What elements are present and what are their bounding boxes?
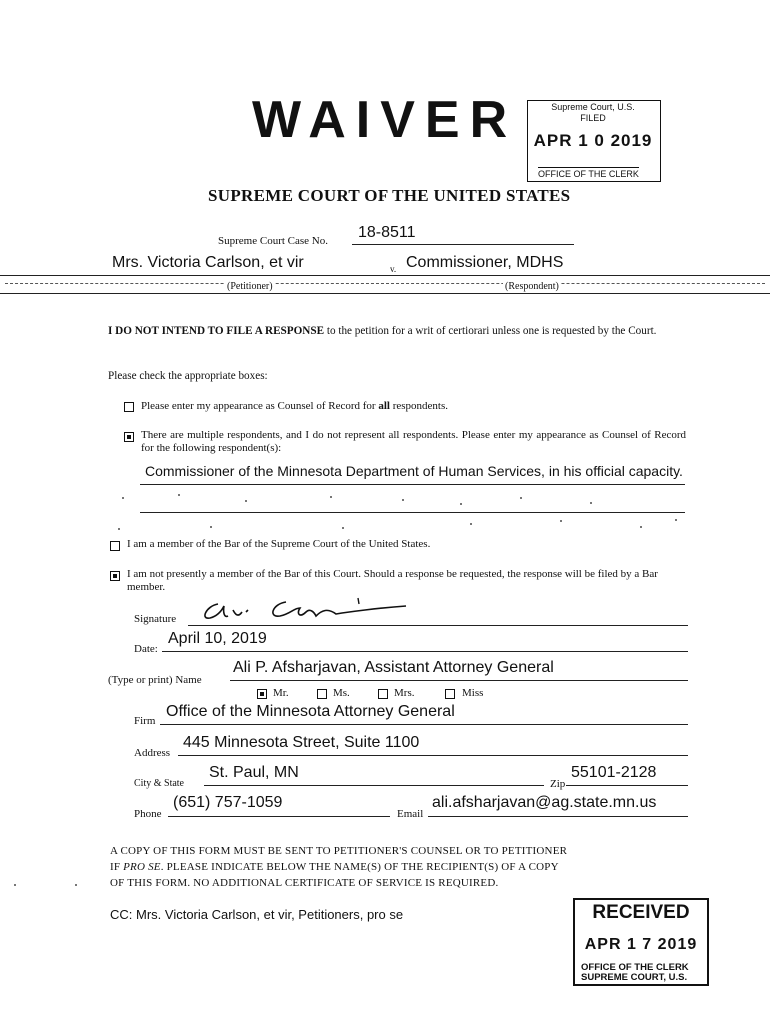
opt1-bold: all — [378, 400, 390, 412]
copy-rest: . PLEASE INDICATE BELOW THE NAME(S) OF THE RECIPIENT(S) OF A COPY — [160, 861, 559, 873]
cc-recipients: CC: Mrs. Victoria Carlson, et vir, Petitioners, pro se — [110, 907, 404, 922]
ms-label: Ms. — [333, 687, 350, 699]
petitioner-name: Mrs. Victoria Carlson, et vir — [112, 254, 304, 271]
date-value: April 10, 2019 — [168, 630, 267, 647]
respondent-list-value: Commissioner of the Minnesota Department of Human Services, in his official capacity. — [145, 463, 683, 479]
opt1-post: respondents. — [389, 400, 448, 412]
email-value: ali.afsharjavan@ag.state.mn.us — [432, 794, 657, 811]
email-label: Email — [397, 808, 424, 820]
filed-stamp-office: OFFICE OF THE CLERK — [538, 169, 639, 179]
case-no-label: Supreme Court Case No. — [218, 235, 328, 247]
option-multiple-respondents-checkbox[interactable] — [124, 432, 134, 442]
firm-line — [160, 724, 688, 725]
option-all-respondents-text — [141, 400, 448, 412]
respondent-line-2 — [140, 512, 685, 513]
not-bar-member-text: I am not presently a member of the Bar of this Court. Should a response be requested, the response will be filed by a Bar member. — [127, 568, 658, 593]
parties-line-2 — [5, 283, 765, 284]
copy-if: IF — [110, 861, 124, 873]
filed-stamp-date: APR 1 0 2019 — [533, 131, 653, 150]
firm-label: Firm — [134, 715, 156, 727]
filed-stamp — [527, 100, 661, 182]
respondent-name: Commissioner, MDHS — [406, 254, 564, 271]
no-response-bold: I DO NOT INTEND TO FILE A RESPONSE — [108, 325, 325, 337]
city-value: St. Paul, MN — [209, 764, 299, 781]
ms-checkbox[interactable] — [317, 689, 327, 699]
waiver-title: WAIVER — [252, 91, 518, 149]
not-bar-member-checkbox[interactable] — [110, 571, 120, 581]
received-stamp-court: SUPREME COURT, U.S. — [581, 972, 688, 983]
received-stamp-office: OFFICE OF THE CLERK — [581, 962, 689, 973]
zip-value: 55101-2128 — [571, 764, 657, 781]
no-response-text: to the petition for a writ of certiorari unless one is requested by the Court. — [324, 325, 657, 337]
name-line — [230, 680, 688, 681]
bar-member-checkbox[interactable] — [110, 541, 120, 551]
mr-label: Mr. — [273, 687, 289, 699]
copy-notice — [110, 843, 690, 891]
case-no-value: 18-8511 — [358, 224, 416, 241]
court-name: SUPREME COURT OF THE UNITED STATES — [208, 186, 571, 205]
case-no-line — [352, 244, 574, 245]
email-line — [428, 816, 688, 817]
address-line — [178, 755, 688, 756]
no-response-notice — [108, 324, 688, 339]
versus-label: v. — [390, 264, 397, 274]
filed-stamp-court: Supreme Court, U.S. — [551, 102, 635, 112]
received-stamp — [573, 898, 709, 986]
city-label: City & State — [134, 778, 184, 789]
miss-label: Miss — [462, 687, 484, 699]
firm-value: Office of the Minnesota Attorney General — [166, 703, 455, 720]
check-instructions: Please check the appropriate boxes: — [108, 370, 268, 382]
name-value: Ali P. Afsharjavan, Assistant Attorney General — [233, 659, 554, 676]
opt1-pre: Please enter my appearance as Counsel of Record for — [141, 400, 379, 412]
date-line — [162, 651, 688, 652]
received-stamp-title: RECEIVED — [592, 902, 690, 923]
phone-label: Phone — [134, 808, 162, 820]
parties-line-1 — [0, 275, 770, 276]
signature-image — [188, 596, 418, 628]
city-line — [204, 785, 544, 786]
received-stamp-date: APR 1 7 2019 — [584, 936, 698, 953]
address-label: Address — [134, 747, 171, 759]
mrs-checkbox[interactable] — [378, 689, 388, 699]
signature-line — [188, 625, 688, 626]
parties-line-3 — [0, 293, 770, 294]
phone-line — [168, 816, 390, 817]
mr-checkbox[interactable] — [257, 689, 267, 699]
option-all-respondents-checkbox[interactable] — [124, 402, 134, 412]
zip-line — [566, 785, 688, 786]
copy-notice-line-1: A COPY OF THIS FORM MUST BE SENT TO PETITIONER'S COUNSEL OR TO PETITIONER — [110, 845, 568, 857]
copy-notice-line-2 — [110, 859, 690, 875]
phone-value: (651) 757-1059 — [173, 794, 283, 811]
option-multiple-respondents-text: There are multiple respondents, and I do not represent all respondents. Please enter my appearance as Counsel of Record for the following respondent(s): — [141, 429, 686, 454]
zip-label: Zip — [550, 778, 566, 790]
respondent-line-1 — [140, 484, 685, 485]
copy-notice-line-3: OF THIS FORM. NO ADDITIONAL CERTIFICATE OF SERVICE IS REQUIRED. — [110, 877, 499, 889]
copy-pro-se: PRO SE — [123, 861, 161, 873]
date-label: Date: — [134, 643, 158, 655]
filed-stamp-filed: FILED — [580, 113, 606, 123]
name-label: (Type or print) Name — [108, 674, 202, 686]
signature-label: Signature — [134, 613, 177, 625]
address-value: 445 Minnesota Street, Suite 1100 — [183, 734, 420, 751]
miss-checkbox[interactable] — [445, 689, 455, 699]
petitioner-label: (Petitioner) — [227, 281, 273, 292]
respondent-label: (Respondent) — [505, 281, 559, 292]
mrs-label: Mrs. — [394, 687, 415, 699]
bar-member-text: I am a member of the Bar of the Supreme Court of the United States. — [127, 538, 431, 550]
